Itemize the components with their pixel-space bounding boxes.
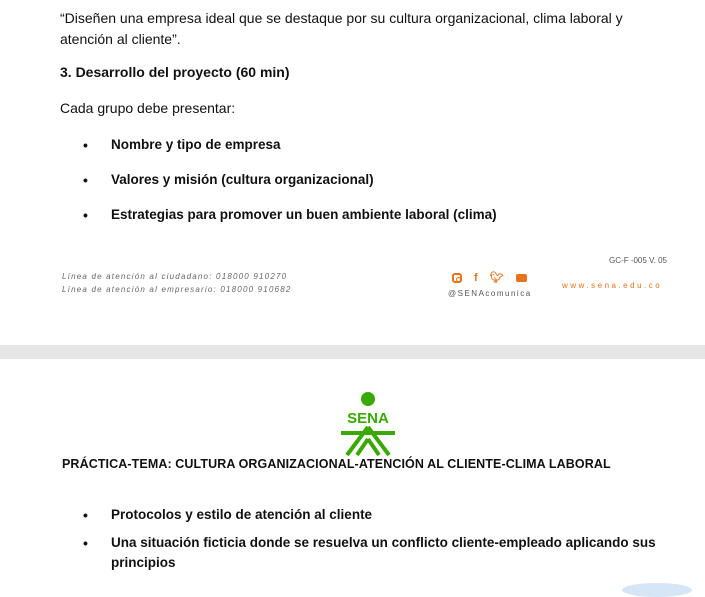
document-page-2 <box>0 359 705 590</box>
list-item: • Valores y misión (cultura organizacional) <box>83 172 374 188</box>
scroll-hint <box>622 583 692 597</box>
list-item: • Nombre y tipo de empresa <box>83 137 281 153</box>
footer-contact-lines <box>62 270 292 296</box>
practice-list <box>83 505 671 581</box>
document-code: GC-F -005 V. 05 <box>609 256 667 265</box>
facebook-icon[interactable]: f <box>474 272 478 284</box>
project-quote: “Diseñen una empresa ideal que se destaque por su cultura organizacional, clima laboral y atención al cliente”. <box>60 10 623 47</box>
list-item: • Protocolos y estilo de atención al cliente <box>83 507 373 523</box>
presentation-list <box>83 135 497 240</box>
citizen-line: Línea de atención al ciudadano: 018000 910270 <box>62 272 288 281</box>
page-separator <box>0 345 705 359</box>
svg-text:SENA: SENA <box>347 410 389 427</box>
business-line: Línea de atención al empresario: 018000 910682 <box>62 285 292 294</box>
twitter-icon[interactable]: 🐦︎ <box>489 272 504 284</box>
sena-logo <box>333 389 403 459</box>
list-item: • Una situación ficticia donde se resuelva un conflicto cliente-empleado aplicando sus principios <box>83 535 656 570</box>
intro-text: Cada grupo debe presentar: <box>60 100 236 116</box>
youtube-icon[interactable] <box>516 274 527 282</box>
list-item: • Estrategias para promover un buen ambiente laboral (clima) <box>83 207 497 223</box>
social-icons <box>452 272 527 284</box>
instagram-icon[interactable] <box>452 273 462 283</box>
social-handle: @SENAcomunica <box>448 289 532 298</box>
practice-title: PRÁCTICA-TEMA: CULTURA ORGANIZACIONAL-ATENCIÓN AL CLIENTE-CLIMA LABORAL <box>62 457 611 471</box>
section-title: 3. Desarrollo del proyecto (60 min) <box>60 64 290 80</box>
website-link[interactable]: www.sena.edu.co <box>562 281 663 290</box>
